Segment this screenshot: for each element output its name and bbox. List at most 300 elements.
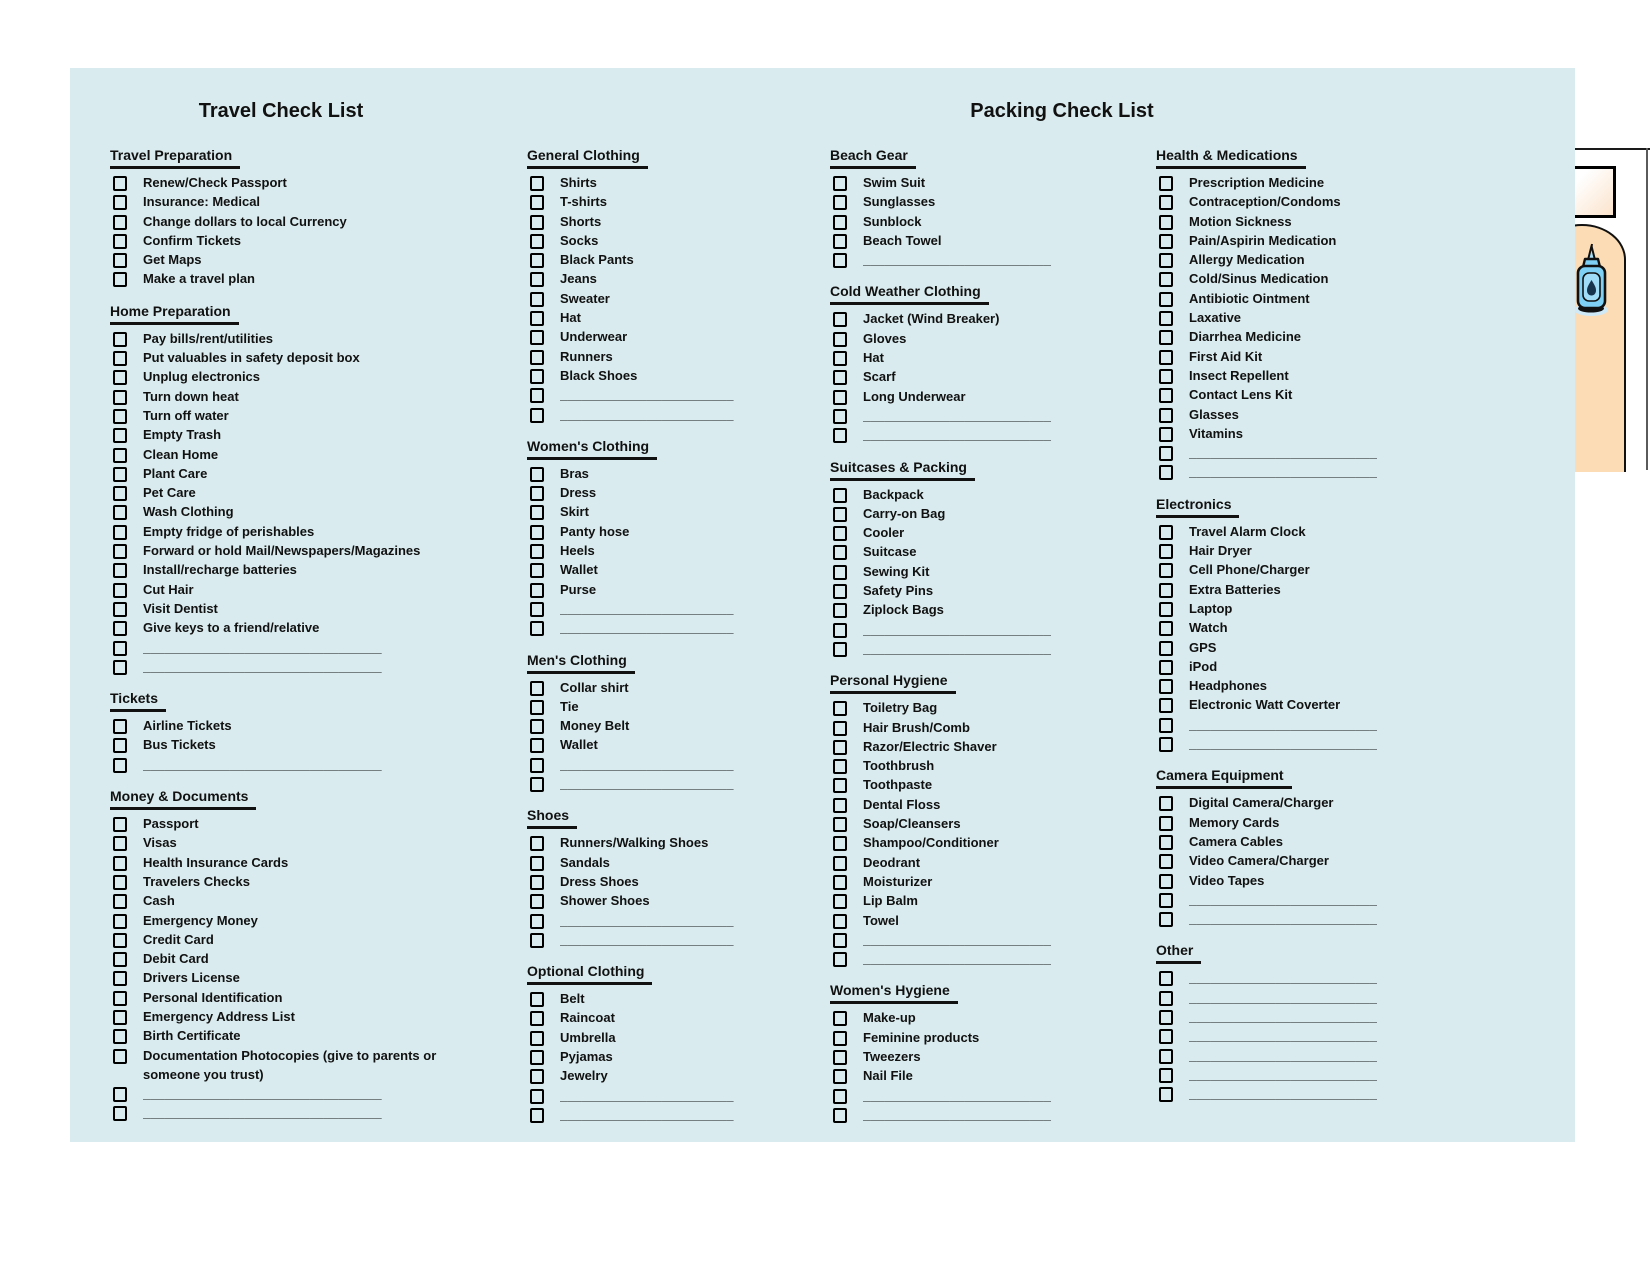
checklist-row (527, 366, 792, 385)
checkbox-icon[interactable] (530, 681, 544, 696)
checkbox-icon[interactable] (1159, 660, 1173, 675)
checkbox-icon[interactable] (530, 583, 544, 598)
checkbox-icon[interactable] (833, 176, 847, 191)
checkbox-icon[interactable] (113, 1010, 127, 1025)
checkbox-icon[interactable] (530, 234, 544, 249)
checkbox-icon[interactable] (530, 486, 544, 501)
checkbox-icon[interactable] (1159, 350, 1173, 365)
checklist-row (1156, 405, 1436, 424)
item-label: Cold/Sinus Medication (1189, 271, 1329, 287)
checklist-row (1156, 715, 1436, 734)
checkbox-icon[interactable] (1159, 796, 1173, 811)
checkbox-icon[interactable] (113, 215, 127, 230)
checkbox-icon[interactable] (1159, 427, 1173, 442)
checkbox-icon[interactable] (530, 738, 544, 753)
checklist-row (110, 483, 470, 502)
checkbox-icon[interactable] (833, 603, 847, 618)
write-in-line: ________________________ (560, 387, 734, 403)
item-label: Shirts (560, 175, 597, 190)
checkbox-icon[interactable] (113, 409, 127, 424)
section-general-clothing (527, 146, 792, 424)
checkbox-icon[interactable] (530, 563, 544, 578)
checkbox-icon[interactable] (1159, 234, 1173, 249)
checklist-row (527, 833, 792, 852)
checklist-row (1156, 231, 1436, 250)
checklist-row (110, 814, 470, 833)
checkbox-icon[interactable] (113, 758, 127, 773)
checkbox-icon[interactable] (833, 234, 847, 249)
checkbox-icon[interactable] (833, 1011, 847, 1026)
checkbox-icon[interactable] (530, 894, 544, 909)
checklist-row (110, 716, 470, 735)
checklist-row (830, 814, 1100, 833)
checklist-row (1156, 1084, 1436, 1103)
item-label: Confirm Tickets (143, 232, 242, 248)
section-title: Health & Medications (1156, 146, 1306, 169)
checkbox-icon[interactable] (1159, 893, 1173, 908)
checkbox-icon[interactable] (530, 195, 544, 210)
checkbox-icon[interactable] (530, 330, 544, 345)
checklist-row (527, 560, 792, 579)
checkbox-icon[interactable] (833, 740, 847, 755)
checkbox-icon[interactable] (113, 351, 127, 366)
checkbox-icon[interactable] (833, 836, 847, 851)
checkbox-icon[interactable] (1159, 912, 1173, 927)
section-title: Home Preparation (110, 302, 239, 325)
item-label: Debit Card (143, 951, 209, 967)
checkbox-icon[interactable] (113, 971, 127, 986)
checkbox-icon[interactable] (113, 738, 127, 753)
write-in-line: ________________________ (560, 756, 734, 772)
item-label: Tweezers (863, 1048, 921, 1064)
checkbox-icon[interactable] (1159, 874, 1173, 889)
checkbox-icon[interactable] (1159, 369, 1173, 384)
item-label: Runners (560, 348, 613, 364)
checklist-row (110, 755, 470, 774)
checkbox-icon[interactable] (1159, 698, 1173, 713)
checkbox-icon[interactable] (833, 623, 847, 638)
item-label: Pet Care (143, 485, 196, 501)
checklist-row (110, 872, 470, 891)
write-in-line: __________________________ (1189, 464, 1377, 480)
checkbox-icon[interactable] (113, 332, 127, 347)
checkbox-icon[interactable] (113, 253, 127, 268)
checkbox-icon[interactable] (113, 914, 127, 929)
checkbox-icon[interactable] (530, 602, 544, 617)
checklist-row (110, 1046, 470, 1085)
checkbox-icon[interactable] (113, 563, 127, 578)
checkbox-icon[interactable] (113, 719, 127, 734)
checkbox-icon[interactable] (530, 1011, 544, 1026)
item-label: Raincoat (560, 1010, 615, 1026)
checklist-row (527, 308, 792, 327)
checkbox-icon[interactable] (113, 621, 127, 636)
checklist-row (527, 697, 792, 716)
item-label: Contact Lens Kit (1189, 387, 1293, 403)
checkbox-icon[interactable] (833, 488, 847, 503)
checkbox-icon[interactable] (530, 388, 544, 403)
item-label: Personal Identification (143, 989, 283, 1005)
checkbox-icon[interactable] (1159, 176, 1173, 191)
checkbox-icon[interactable] (530, 777, 544, 792)
checkbox-icon[interactable] (530, 1089, 544, 1104)
checklist-row (527, 716, 792, 735)
checklist-row (1156, 793, 1436, 812)
checkbox-icon[interactable] (1159, 525, 1173, 540)
section-title: Women's Hygiene (830, 981, 958, 1004)
checkbox-icon[interactable] (1159, 465, 1173, 480)
checkbox-icon[interactable] (113, 1049, 127, 1064)
checkbox-icon[interactable] (113, 1087, 127, 1102)
checkbox-icon[interactable] (530, 215, 544, 230)
checkbox-icon[interactable] (1159, 737, 1173, 752)
checklist-row (830, 853, 1100, 872)
checklist-row (527, 618, 792, 637)
checkbox-icon[interactable] (1159, 835, 1173, 850)
item-label: T-shirts (560, 194, 607, 210)
checklist-row (527, 347, 792, 366)
checkbox-icon[interactable] (1159, 816, 1173, 831)
checkbox-icon[interactable] (1159, 292, 1173, 307)
item-label: Sweater (560, 290, 610, 306)
checkbox-icon[interactable] (530, 408, 544, 423)
checkbox-icon[interactable] (1159, 1029, 1173, 1044)
write-in-line: __________________________ (1189, 970, 1377, 986)
checklist-row (1156, 832, 1436, 851)
checkbox-icon[interactable] (833, 1108, 847, 1123)
checkbox-icon[interactable] (833, 1031, 847, 1046)
checkbox-icon[interactable] (113, 505, 127, 520)
item-label: Swim Suit (863, 175, 926, 190)
checklist-row (1156, 192, 1436, 211)
checkbox-icon[interactable] (833, 253, 847, 268)
write-in-line: ________________________ (560, 406, 734, 422)
write-in-line: __________________________ (1189, 736, 1377, 752)
write-in-line: ________________________ (560, 1106, 734, 1122)
checkbox-icon[interactable] (1159, 621, 1173, 636)
checkbox-icon[interactable] (833, 894, 847, 909)
checklist-row (1156, 676, 1436, 695)
checklist-row (527, 327, 792, 346)
item-label: Skirt (560, 504, 589, 520)
checkbox-icon[interactable] (113, 467, 127, 482)
checklist-row (1156, 522, 1436, 541)
checklist-row (110, 949, 470, 968)
checkbox-icon[interactable] (530, 1069, 544, 1084)
checkbox-icon[interactable] (1159, 718, 1173, 733)
section-cold-weather-clothing (830, 282, 1100, 444)
checklist-row (527, 755, 792, 774)
checkbox-icon[interactable] (1159, 388, 1173, 403)
checkbox-icon[interactable] (530, 311, 544, 326)
item-label: Insect Repellent (1189, 367, 1289, 383)
checkbox-icon[interactable] (113, 894, 127, 909)
section-money-documents (110, 787, 470, 1123)
checklist-row (1156, 1046, 1436, 1065)
checklist-row (1156, 871, 1436, 890)
checkbox-icon[interactable] (833, 875, 847, 890)
checkbox-icon[interactable] (113, 370, 127, 385)
checkbox-icon[interactable] (1159, 991, 1173, 1006)
checklist-row (110, 173, 470, 192)
item-label: Laptop (1189, 600, 1233, 616)
checklist-row (110, 618, 470, 637)
checkbox-icon[interactable] (1159, 1010, 1173, 1025)
checklist-row (110, 657, 470, 676)
section-other (1156, 941, 1436, 1103)
checklist-row (1156, 909, 1436, 928)
item-label: GPS (1189, 639, 1217, 655)
checkbox-icon[interactable] (113, 272, 127, 287)
checkbox-icon[interactable] (113, 448, 127, 463)
checkbox-icon[interactable] (113, 856, 127, 871)
item-label: Plant Care (143, 465, 208, 481)
checkbox-icon[interactable] (530, 992, 544, 1007)
item-label: Hair Brush/Comb (863, 719, 970, 735)
item-label: Shampoo/Conditioner (863, 835, 999, 851)
item-label: Scarf (863, 369, 896, 385)
item-label: Forward or hold Mail/Newspapers/Magazines (143, 543, 421, 559)
checkbox-icon[interactable] (1159, 215, 1173, 230)
item-label: Electronic Watt Coverter (1189, 697, 1341, 713)
checkbox-icon[interactable] (833, 351, 847, 366)
checkbox-icon[interactable] (530, 1050, 544, 1065)
checkbox-icon[interactable] (530, 700, 544, 715)
item-label: Black Pants (560, 252, 634, 268)
checkbox-icon[interactable] (833, 428, 847, 443)
write-in-line: __________________________ (863, 1087, 1051, 1103)
item-label: iPod (1189, 658, 1218, 674)
checkbox-icon[interactable] (1159, 583, 1173, 598)
checkbox-icon[interactable] (530, 350, 544, 365)
item-label: Cut Hair (143, 581, 194, 597)
checkbox-icon[interactable] (530, 914, 544, 929)
checkbox-icon[interactable] (530, 856, 544, 871)
checklist-row (830, 309, 1100, 328)
checkbox-icon[interactable] (1159, 563, 1173, 578)
checklist-row (830, 173, 1100, 192)
checkbox-icon[interactable] (113, 1029, 127, 1044)
checkbox-icon[interactable] (113, 933, 127, 948)
checkbox-icon[interactable] (833, 1050, 847, 1065)
checkbox-icon[interactable] (833, 778, 847, 793)
checkbox-icon[interactable] (833, 642, 847, 657)
section-title: Money & Documents (110, 787, 256, 810)
checkbox-icon[interactable] (1159, 854, 1173, 869)
checkbox-icon[interactable] (113, 641, 127, 656)
item-label: Bras (560, 465, 589, 481)
checklist-row (1156, 560, 1436, 579)
checklist-row (110, 250, 470, 269)
item-label: First Aid Kit (1189, 348, 1263, 364)
checkbox-icon[interactable] (530, 272, 544, 287)
checkbox-icon[interactable] (113, 991, 127, 1006)
checklist-row (527, 1066, 792, 1085)
checkbox-icon[interactable] (833, 390, 847, 405)
checkbox-icon[interactable] (833, 701, 847, 716)
checkbox-icon[interactable] (530, 758, 544, 773)
checklist-row (830, 600, 1100, 619)
checklist-row (527, 231, 792, 250)
checkbox-icon[interactable] (113, 486, 127, 501)
checkbox-icon[interactable] (1159, 195, 1173, 210)
item-label: Long Underwear (863, 388, 966, 404)
checklist-row (1156, 813, 1436, 832)
checkbox-icon[interactable] (530, 176, 544, 191)
checklist-row (830, 718, 1100, 737)
checkbox-icon[interactable] (113, 428, 127, 443)
checkbox-icon[interactable] (113, 176, 127, 191)
checkbox-icon[interactable] (1159, 408, 1173, 423)
write-in-line: __________________________ (1189, 1086, 1377, 1102)
checkbox-icon[interactable] (530, 505, 544, 520)
checkbox-icon[interactable] (1159, 311, 1173, 326)
section-women-s-clothing (527, 437, 792, 638)
item-label: Contraception/Condoms (1189, 194, 1341, 210)
checkbox-icon[interactable] (113, 836, 127, 851)
checkbox-icon[interactable] (1159, 253, 1173, 268)
checklist-row (527, 774, 792, 793)
checklist-row (527, 1028, 792, 1047)
item-label: Empty fridge of perishables (143, 523, 315, 539)
checkbox-icon[interactable] (833, 952, 847, 967)
checklist-row (830, 231, 1100, 250)
section-title: Suitcases & Packing (830, 458, 975, 481)
item-label: Gloves (863, 330, 907, 346)
checkbox-icon[interactable] (113, 583, 127, 598)
checklist-row (830, 1086, 1100, 1105)
checkbox-icon[interactable] (113, 875, 127, 890)
checkbox-icon[interactable] (113, 952, 127, 967)
checkbox-icon[interactable] (1159, 1068, 1173, 1083)
checkbox-icon[interactable] (1159, 446, 1173, 461)
checklist-row (1156, 580, 1436, 599)
checkbox-icon[interactable] (530, 253, 544, 268)
item-label: Runners/Walking Shoes (560, 835, 709, 851)
item-label: Make-up (863, 1010, 916, 1026)
checkbox-icon[interactable] (833, 817, 847, 832)
checkbox-icon[interactable] (833, 526, 847, 541)
checkbox-icon[interactable] (1159, 971, 1173, 986)
checkbox-icon[interactable] (1159, 1049, 1173, 1064)
checkbox-icon[interactable] (113, 1106, 127, 1121)
checklist-row (1156, 327, 1436, 346)
checklist-row (110, 348, 470, 367)
section-men-s-clothing (527, 651, 792, 794)
checklist-row (830, 485, 1100, 504)
checkbox-icon[interactable] (113, 525, 127, 540)
section-title: Camera Equipment (1156, 766, 1292, 789)
checkbox-icon[interactable] (833, 798, 847, 813)
checkbox-icon[interactable] (1159, 544, 1173, 559)
checkbox-icon[interactable] (530, 1108, 544, 1123)
checklist-row (830, 425, 1100, 444)
checkbox-icon[interactable] (530, 544, 544, 559)
item-label: Jacket (Wind Breaker) (863, 311, 1000, 327)
checkbox-icon[interactable] (1159, 641, 1173, 656)
checkbox-icon[interactable] (833, 332, 847, 347)
section-title: Shoes (527, 806, 577, 829)
item-label: Heels (560, 543, 595, 559)
checkbox-icon[interactable] (530, 292, 544, 307)
checkbox-icon[interactable] (1159, 1087, 1173, 1102)
checkbox-icon[interactable] (833, 584, 847, 599)
section-title: Women's Clothing (527, 437, 657, 460)
checkbox-icon[interactable] (1159, 679, 1173, 694)
checkbox-icon[interactable] (833, 1089, 847, 1104)
checkbox-icon[interactable] (530, 369, 544, 384)
checkbox-icon[interactable] (113, 195, 127, 210)
checklist-row (110, 891, 470, 910)
checklist-row (1156, 366, 1436, 385)
item-label: Camera Cables (1189, 833, 1283, 849)
checklist-row (527, 853, 792, 872)
item-label: Cash (143, 893, 175, 909)
checklist-row (110, 387, 470, 406)
write-in-line: _________________________________ (143, 1105, 382, 1121)
checklist-row (110, 638, 470, 657)
checklist-row (1156, 385, 1436, 404)
checklist-row (110, 911, 470, 930)
checkbox-icon[interactable] (1159, 330, 1173, 345)
checkbox-icon[interactable] (530, 1031, 544, 1046)
checkbox-icon[interactable] (833, 545, 847, 560)
checkbox-icon[interactable] (1159, 602, 1173, 617)
checkbox-icon[interactable] (1159, 272, 1173, 287)
checkbox-icon[interactable] (833, 215, 847, 230)
checklist-row (527, 464, 792, 483)
checkbox-icon[interactable] (530, 621, 544, 636)
checkbox-icon[interactable] (833, 721, 847, 736)
checkbox-icon[interactable] (113, 544, 127, 559)
item-label: Sunblock (863, 213, 922, 229)
checkbox-icon[interactable] (833, 409, 847, 424)
checkbox-icon[interactable] (113, 602, 127, 617)
item-label: Passport (143, 816, 199, 832)
checkbox-icon[interactable] (530, 719, 544, 734)
item-label: Emergency Address List (143, 1008, 295, 1024)
write-in-line: ________________________ (560, 600, 734, 616)
checkbox-icon[interactable] (113, 817, 127, 832)
checkbox-icon[interactable] (530, 875, 544, 890)
checkbox-icon[interactable] (530, 525, 544, 540)
checkbox-icon[interactable] (113, 660, 127, 675)
checkbox-icon[interactable] (113, 234, 127, 249)
checkbox-icon[interactable] (530, 467, 544, 482)
write-in-line: __________________________ (863, 640, 1051, 656)
checklist-row (830, 250, 1100, 269)
checklist-row (1156, 250, 1436, 269)
checkbox-icon[interactable] (833, 914, 847, 929)
item-label: Drivers License (143, 970, 240, 986)
checkbox-icon[interactable] (833, 507, 847, 522)
checkbox-icon[interactable] (833, 933, 847, 948)
checklist-row (1156, 541, 1436, 560)
checkbox-icon[interactable] (833, 759, 847, 774)
checkbox-icon[interactable] (113, 390, 127, 405)
checkbox-icon[interactable] (833, 195, 847, 210)
item-label: Headphones (1189, 678, 1268, 694)
checklist-row (527, 289, 792, 308)
checkbox-icon[interactable] (833, 1069, 847, 1084)
checkbox-icon[interactable] (530, 933, 544, 948)
checkbox-icon[interactable] (530, 836, 544, 851)
checkbox-icon[interactable] (833, 565, 847, 580)
checklist-row (830, 1028, 1100, 1047)
checkbox-icon[interactable] (833, 312, 847, 327)
checkbox-icon[interactable] (833, 856, 847, 871)
checkbox-icon[interactable] (833, 370, 847, 385)
